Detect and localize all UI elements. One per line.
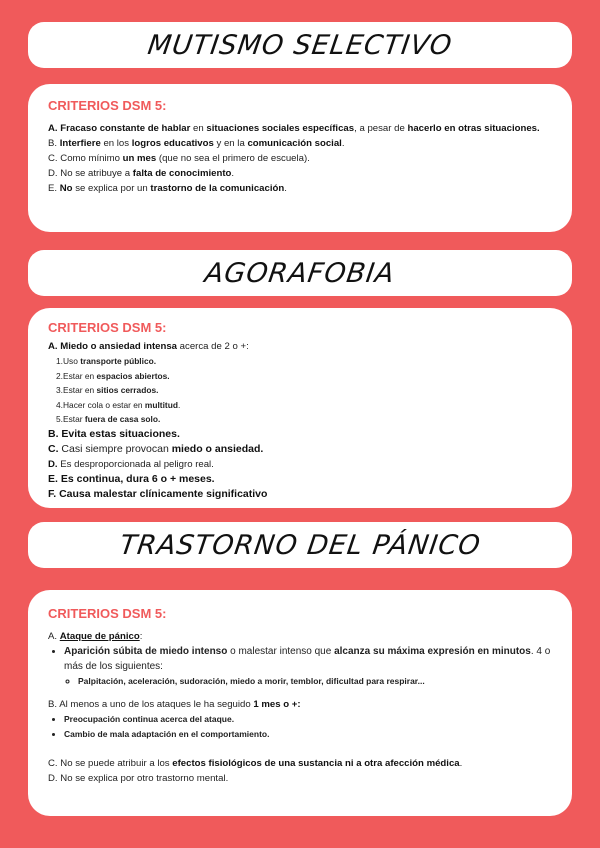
section-title: TRASTORNO DEL PÁNICO: [117, 529, 483, 561]
criterion-f: [48, 487, 552, 502]
list-item: [64, 712, 552, 727]
title-mutismo-selectivo: [28, 22, 572, 68]
bullet-list: [48, 712, 552, 742]
text-bold: transporte público.: [80, 356, 157, 366]
text-bold: C.: [48, 442, 59, 455]
text-bold: E. Es continua, dura 6 o + meses.: [48, 472, 215, 485]
list-item: [56, 398, 552, 413]
list-item: [56, 412, 552, 427]
text: 3.Estar en: [56, 385, 97, 395]
text-bold-underlined: Ataque de pánico: [59, 631, 140, 642]
text: C. Como mínimo: [48, 153, 123, 164]
text: 4.Hacer cola o estar en: [56, 399, 145, 410]
section-title: MUTISMO SELECTIVO: [145, 29, 455, 61]
text: Es desproporcionada al peligro real.: [57, 458, 214, 470]
title-trastorno-panico: [28, 522, 572, 568]
text: en: [190, 123, 207, 134]
criteria-heading: CRITERIOS DSM 5:: [48, 606, 167, 621]
text: o malestar intenso que: [227, 646, 335, 657]
text: 2.Estar en: [56, 370, 97, 381]
text: A.: [48, 631, 60, 642]
criterion-c: [48, 151, 552, 166]
text-bold: 1 mes o +:: [253, 699, 301, 710]
text: en los: [100, 138, 132, 149]
criterion-b: [48, 697, 552, 712]
text-bold: sitios cerrados.: [96, 385, 159, 395]
text-bold: F. Causa malestar clínicamente significativo: [48, 487, 268, 500]
criterion-e: [48, 181, 552, 196]
text: .: [284, 183, 287, 194]
sub-bullet-list: [64, 674, 552, 689]
criterion-a: [48, 121, 552, 136]
text-bold: No: [59, 183, 73, 194]
text-bold: falta de conocimiento: [132, 168, 232, 179]
criterion-d: [48, 166, 552, 181]
list-item: [78, 674, 552, 689]
text-bold: situaciones sociales específicas: [206, 123, 355, 134]
text: C. No se puede atribuir a los: [48, 758, 173, 769]
text-bold: efectos fisiológicos de una sustancia ni a otra afección médica: [172, 758, 460, 769]
list-item: [64, 644, 552, 689]
text-bold: miedo o ansiedad.: [171, 442, 264, 455]
text-bold: hacerlo en otras situaciones.: [407, 123, 540, 134]
text-bold: Aparición súbita de miedo intenso: [64, 646, 228, 657]
text: E.: [48, 183, 60, 194]
text: (que no sea el primero de escuela).: [156, 153, 310, 164]
text: .: [177, 399, 181, 410]
criteria-heading: CRITERIOS DSM 5:: [48, 320, 167, 335]
criterion-c: [48, 756, 552, 771]
text-bold: comunicación social: [247, 138, 342, 149]
criterion-e: [48, 472, 552, 487]
criterion-d: [48, 457, 552, 472]
text-bold: alcanza su máxima expresión en minutos: [334, 646, 531, 657]
list-item: [56, 383, 552, 398]
card-trastorno-panico: [28, 590, 572, 816]
text-bold: D.: [48, 458, 58, 470]
list-item: [56, 369, 552, 384]
text: B. Al menos a uno de los ataques le ha seguido: [48, 699, 254, 710]
text: 5.Estar: [56, 414, 85, 424]
text-bold: Palpitación, aceleración, sudoración, miedo a morir, temblor, dificultad para respirar...: [78, 676, 425, 686]
text: .: [341, 138, 345, 149]
text: se explica por un: [72, 183, 151, 194]
text: , a pesar de: [354, 123, 408, 134]
text: D. No se atribuye a: [48, 168, 133, 179]
text: 1.Uso: [56, 356, 81, 366]
criterion-a: [48, 629, 552, 644]
text-bold: trastorno de la comunicación: [150, 183, 285, 194]
text: y en la: [213, 138, 248, 149]
text: :: [139, 631, 143, 642]
text: Casi siempre provocan: [58, 442, 172, 455]
text-bold: Cambio de mala adaptación en el comportamiento.: [64, 729, 270, 739]
text-bold: multitud: [144, 399, 178, 410]
criterion-a-label: A. Fracaso constante de hablar: [48, 123, 191, 134]
criteria-heading: CRITERIOS DSM 5:: [48, 98, 167, 113]
criterion-d: D. No se explica por otro trastorno mental.: [48, 773, 229, 784]
text-bold: espacios abiertos.: [96, 370, 170, 381]
list-item: [56, 354, 552, 369]
text-bold: logros educativos: [131, 138, 214, 149]
text: . 4 o más de los siguientes:: [64, 646, 551, 672]
section-title: AGORAFOBIA: [203, 257, 397, 289]
criterion-a: [48, 339, 552, 354]
criterion-b: [48, 427, 552, 442]
text: .: [231, 168, 235, 179]
card-mutismo-selectivo: [28, 84, 572, 232]
card-agorafobia: [28, 308, 572, 508]
bullet-list: [48, 644, 552, 689]
text: acerca de 2 o +:: [177, 341, 249, 352]
list-item: [64, 727, 552, 742]
text-bold: un mes: [122, 153, 157, 164]
text-bold: Preocupación continua acerca del ataque.: [64, 714, 235, 724]
text-bold: Interfiere: [59, 138, 101, 149]
title-agorafobia: [28, 250, 572, 296]
criterion-c: [48, 442, 552, 457]
text-bold: B. Evita estas situaciones.: [48, 427, 180, 440]
text: .: [459, 758, 463, 769]
text-bold: fuera de casa solo.: [84, 414, 161, 424]
text: B.: [48, 138, 60, 149]
text-bold: A. Miedo o ansiedad intensa: [48, 341, 178, 352]
criterion-b: [48, 136, 552, 151]
